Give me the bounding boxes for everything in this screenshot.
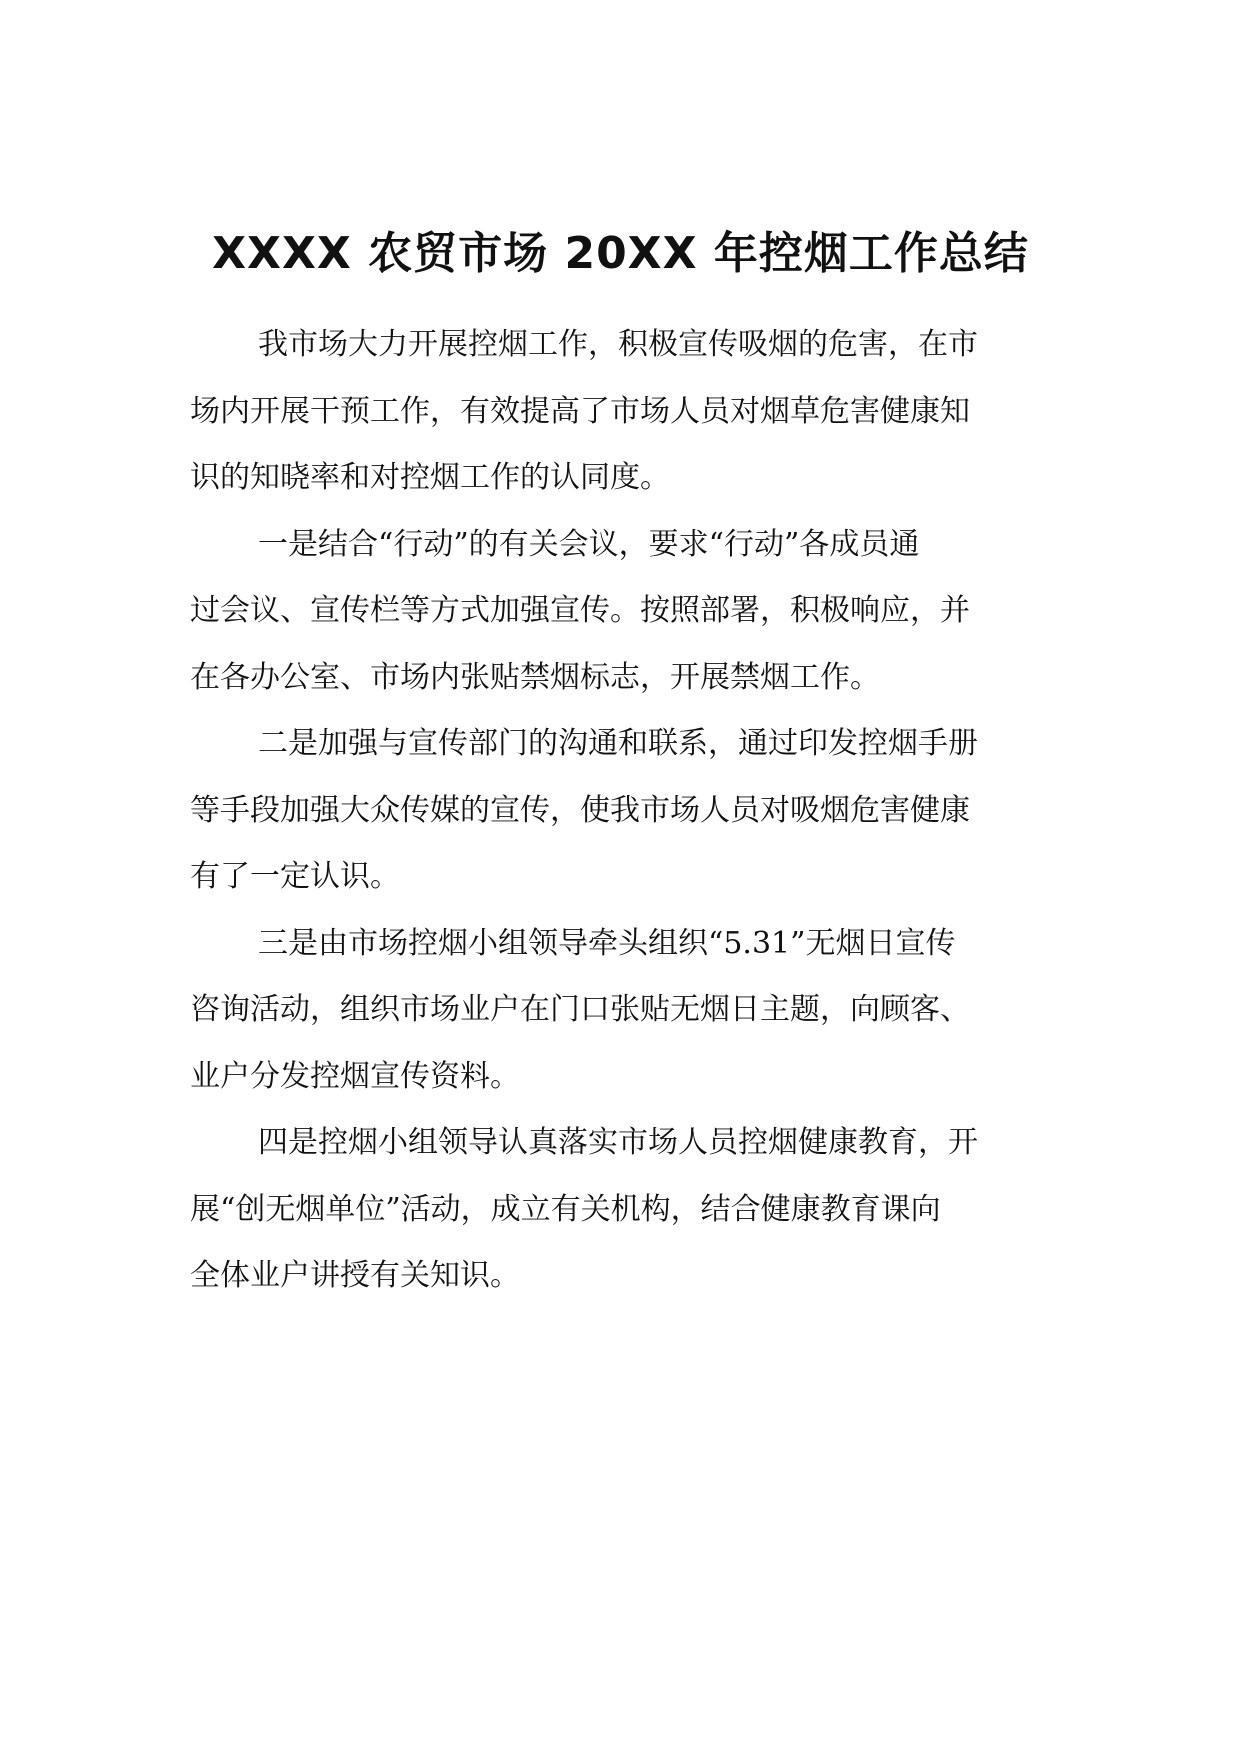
paragraph-1-line-2: 场内开展干预工作，有效提高了市场人员对烟草危害健康知 xyxy=(190,393,970,429)
paragraph-5-line-2: 展“创无烟单位”活动，成立有关机构，结合健康教育课向 xyxy=(190,1191,941,1227)
paragraph-2-line-2: 过会议、宣传栏等方式加强宣传。按照部署，积极响应，并 xyxy=(190,593,970,628)
paragraph-4-line-1: 三是由市场控烟小组领导牵头组织“5.31”无烟日宣传 xyxy=(258,925,956,961)
paragraph-3-line-2: 等手段加强大众传媒的宣传，使我市场人员对吸烟危害健康 xyxy=(190,792,970,828)
paragraph-1 xyxy=(190,312,1070,512)
paragraph-1-line-1: 我市场大力开展控烟工作，积极宣传吸烟的危害，在市 xyxy=(258,327,978,362)
paragraph-5-line-3: 全体业户讲授有关知识。 xyxy=(190,1258,520,1293)
paragraph-5-line-1: 四是控烟小组领导认真落实市场人员控烟健康教育，开 xyxy=(258,1125,978,1160)
paragraph-3 xyxy=(190,711,1070,911)
paragraph-4-line-3: 业户分发控烟宣传资料。 xyxy=(190,1058,520,1094)
document-title: XXXX 农贸市场 20XX 年控烟工作总结 xyxy=(212,228,1029,280)
paragraph-3-line-3: 有了一定认识。 xyxy=(190,859,400,894)
paragraph-4-line-2: 咨询活动，组织市场业户在门口张贴无烟日主题，向顾客、 xyxy=(190,992,970,1027)
paragraph-1-line-3: 识的知晓率和对控烟工作的认同度。 xyxy=(190,460,670,495)
paragraph-4 xyxy=(190,911,1070,1111)
paragraph-2-line-1: 一是结合“行动”的有关会议，要求“行动”各成员通 xyxy=(258,526,920,562)
paragraph-2 xyxy=(190,512,1070,712)
paragraph-5 xyxy=(190,1110,1070,1310)
document-body xyxy=(190,312,1070,1310)
paragraph-2-line-3: 在各办公室、市场内张贴禁烟标志，开展禁烟工作。 xyxy=(190,659,880,695)
paragraph-3-line-1: 二是加强与宣传部门的沟通和联系，通过印发控烟手册 xyxy=(258,726,978,761)
